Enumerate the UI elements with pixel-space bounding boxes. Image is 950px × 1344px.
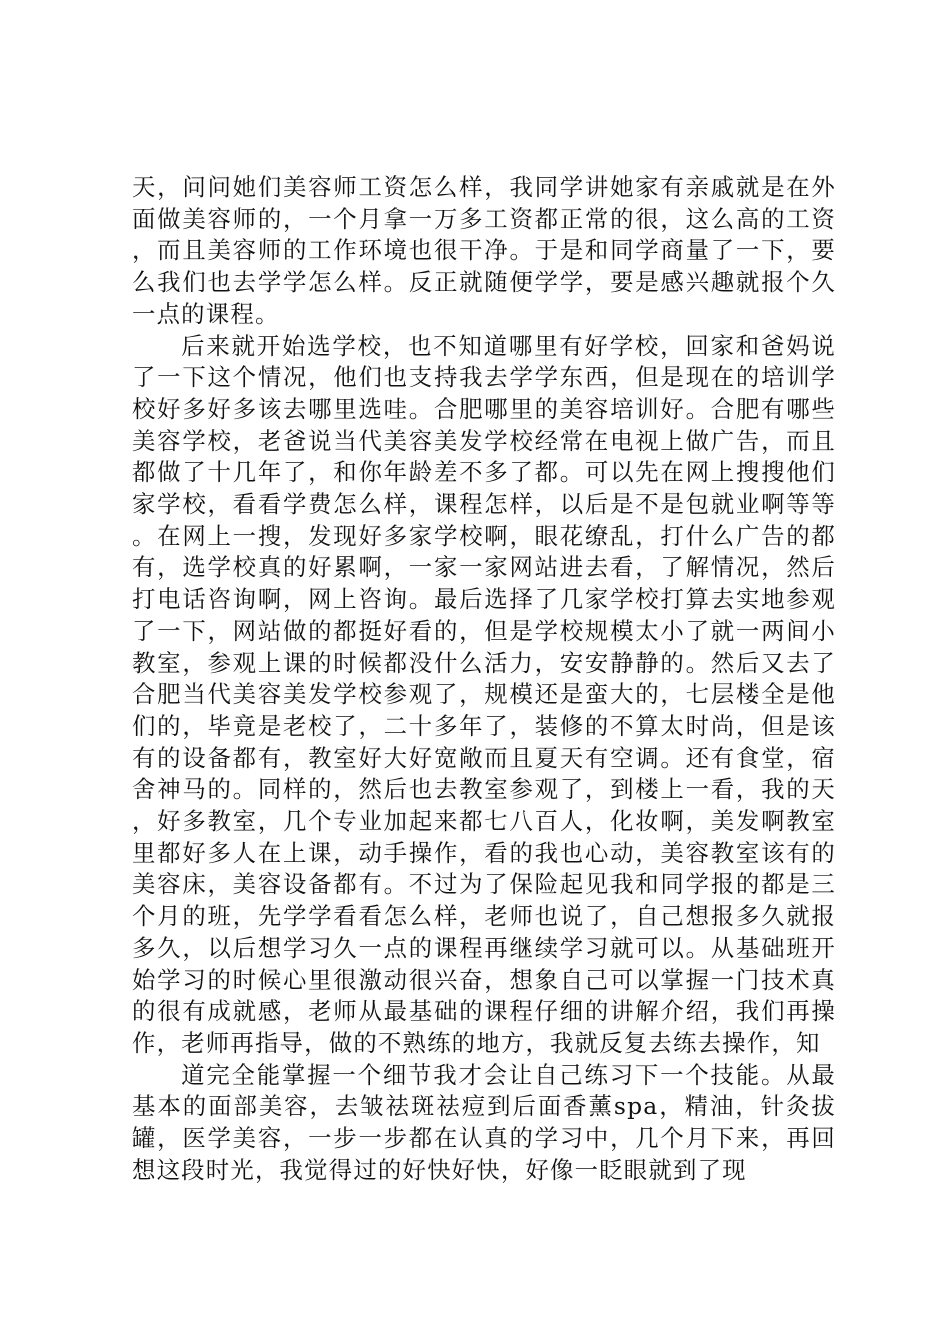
paragraph-3: 道完全能掌握一个细节我才会让自己练习下一个技能。从最基本的面部美容，去皱祛斑祛痘到后面香薰spa，精油，针灸拔罐，医学美容，一步一步都在认真的学习中，几个月下来，再回想这段时光，我觉得过的好快好快，好像一眨眼就到了现 [132, 1060, 836, 1184]
paragraph-2: 后来就开始选学校，也不知道哪里有好学校，回家和爸妈说了一下这个情况，他们也支持我去学学东西，但是现在的培训学校好多好多该去哪里选哇。合肥哪里的美容培训好。合肥有哪些美容学校，老爸说当代美容美发学校经常在电视上做广告，而且都做了十几年了，和你年龄差不多了都。可以先在网上搜搜他们家学校，看看学费怎么样，课程怎样，以后是不是包就业啊等等。在网上一搜，发现好多家学校啊，眼花缭乱，打什么广告的都有，选学校真的好累啊，一家一家网站进去看，了解情况，然后打电话咨询啊，网上咨询。最后选择了几家学校打算去实地参观了一下，网站做的都挺好看的，但是学校规模太小了就一两间小教室，参观上课的时候都没什么活力，安安静静的。然后又去了合肥当代美容美发学校参观了，规模还是蛮大的，七层楼全是他们的，毕竟是老校了，二十多年了，装修的不算太时尚，但是该有的设备都有，教室好大好宽敞而且夏天有空调。还有食堂，宿舍神马的。同样的，然后也去教室参观了，到楼上一看，我的天，好多教室，几个专业加起来都七八百人，化妆啊，美发啊教室里都好多人在上课，动手操作，看的我也心动，美容教室该有的美容床，美容设备都有。不过为了保险起见我和同学报的都是三个月的班，先学学看看怎么样，老师也说了，自己想报多久就报多久，以后想学习久一点的课程再继续学习就可以。从基础班开始学习的时候心里很激动很兴奋，想象自己可以掌握一门技术真的很有成就感，老师从最基础的课程仔细的讲解介绍，我们再操作，老师再指导，做的不熟练的地方，我就反复去练去操作，知 [132, 331, 836, 1057]
document-body [132, 172, 836, 1187]
paragraph-1: 天，问问她们美容师工资怎么样，我同学讲她家有亲戚就是在外面做美容师的，一个月拿一万多工资都正常的很，这么高的工资，而且美容师的工作环境也很干净。于是和同学商量了一下，要么我们也去学学怎么样。反正就随便学学，要是感兴趣就报个久一点的课程。 [132, 173, 836, 328]
